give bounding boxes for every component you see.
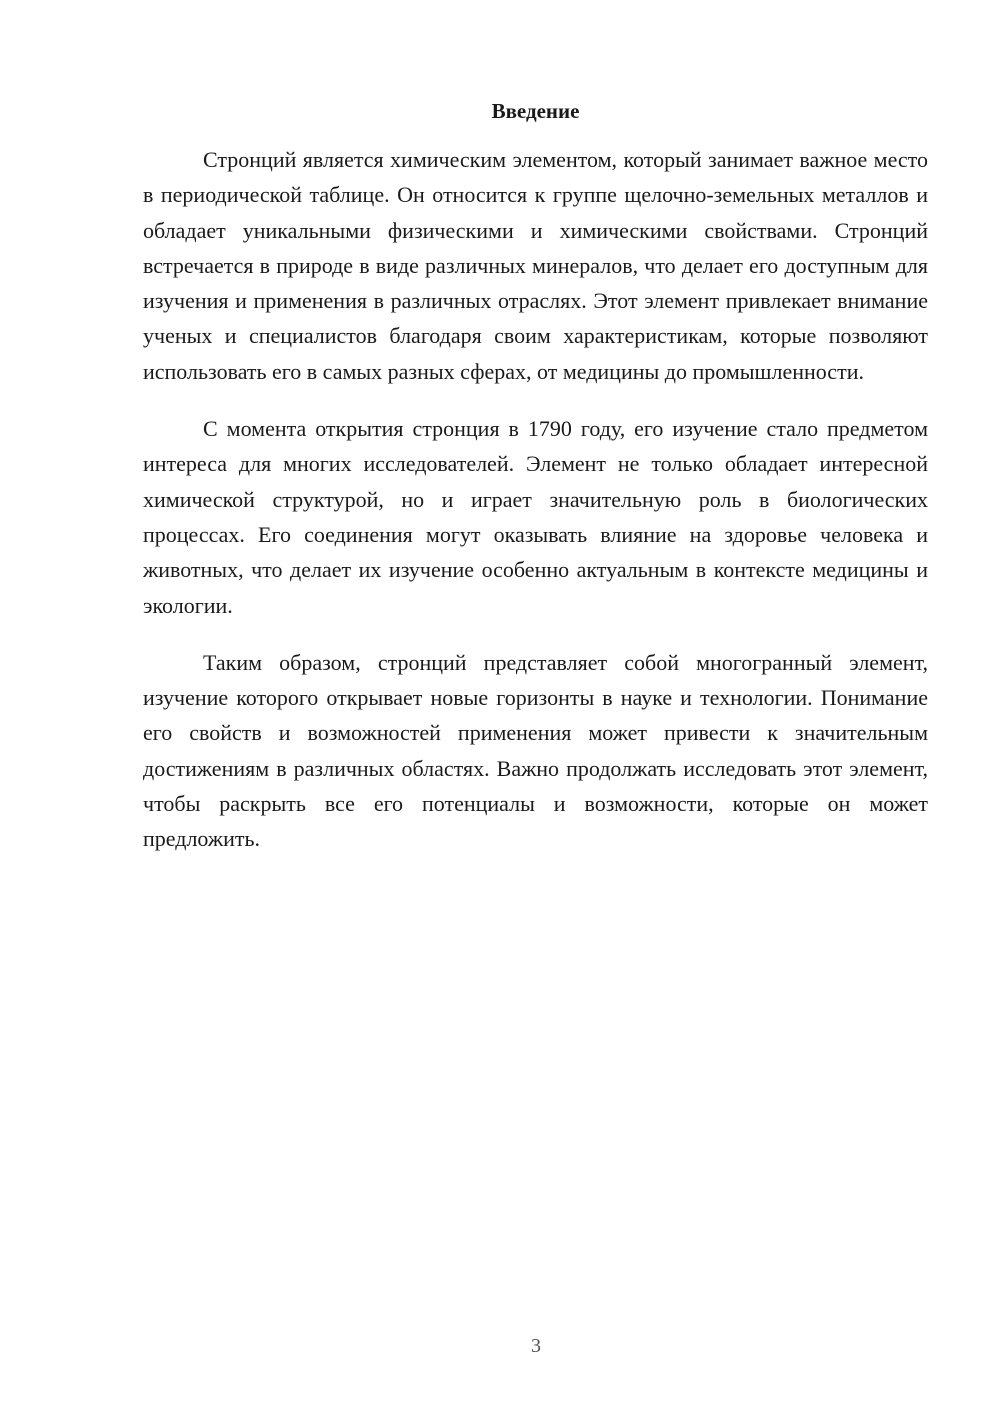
section-heading: Введение xyxy=(491,99,580,123)
paragraph-2: С момента открытия стронция в 1790 году, его изучение стало предметом интереса для многих исследователей. Элемент не только обладает интересной химической структурой, но и играет значительную роль в биологических процессах. Его соединения могут оказывать влияние на здоровье человека и животных, что делает их изучение особенно актуальным в контексте медицины и экологии. xyxy=(143,416,928,618)
paragraph-1: Стронций является химическим элементом, который занимает важное место в периодической таблице. Он относится к группе щелочно-земельных металлов и обладает уникальными физическими и химическими свойствами. Стронций встречается в природе в виде различных минералов, что делает его доступным для изучения и применения в различных отраслях. Этот элемент привлекает внимание ученых и специалистов благодаря своим характеристикам, которые позволяют использовать его в самых разных сферах, от медицины до промышленности. xyxy=(143,147,928,384)
page-number: 3 xyxy=(531,1335,541,1357)
paragraph-3: Таким образом, стронций представляет собой многогранный элемент, изучение которого открывает новые горизонты в науке и технологии. Понимание его свойств и возможностей применения может привести к значительным достижениям в различных областях. Важно продолжать исследовать этот элемент, чтобы раскрыть все его потенциалы и возможности, которые он может предложить. xyxy=(143,649,928,852)
document-body xyxy=(143,142,928,879)
